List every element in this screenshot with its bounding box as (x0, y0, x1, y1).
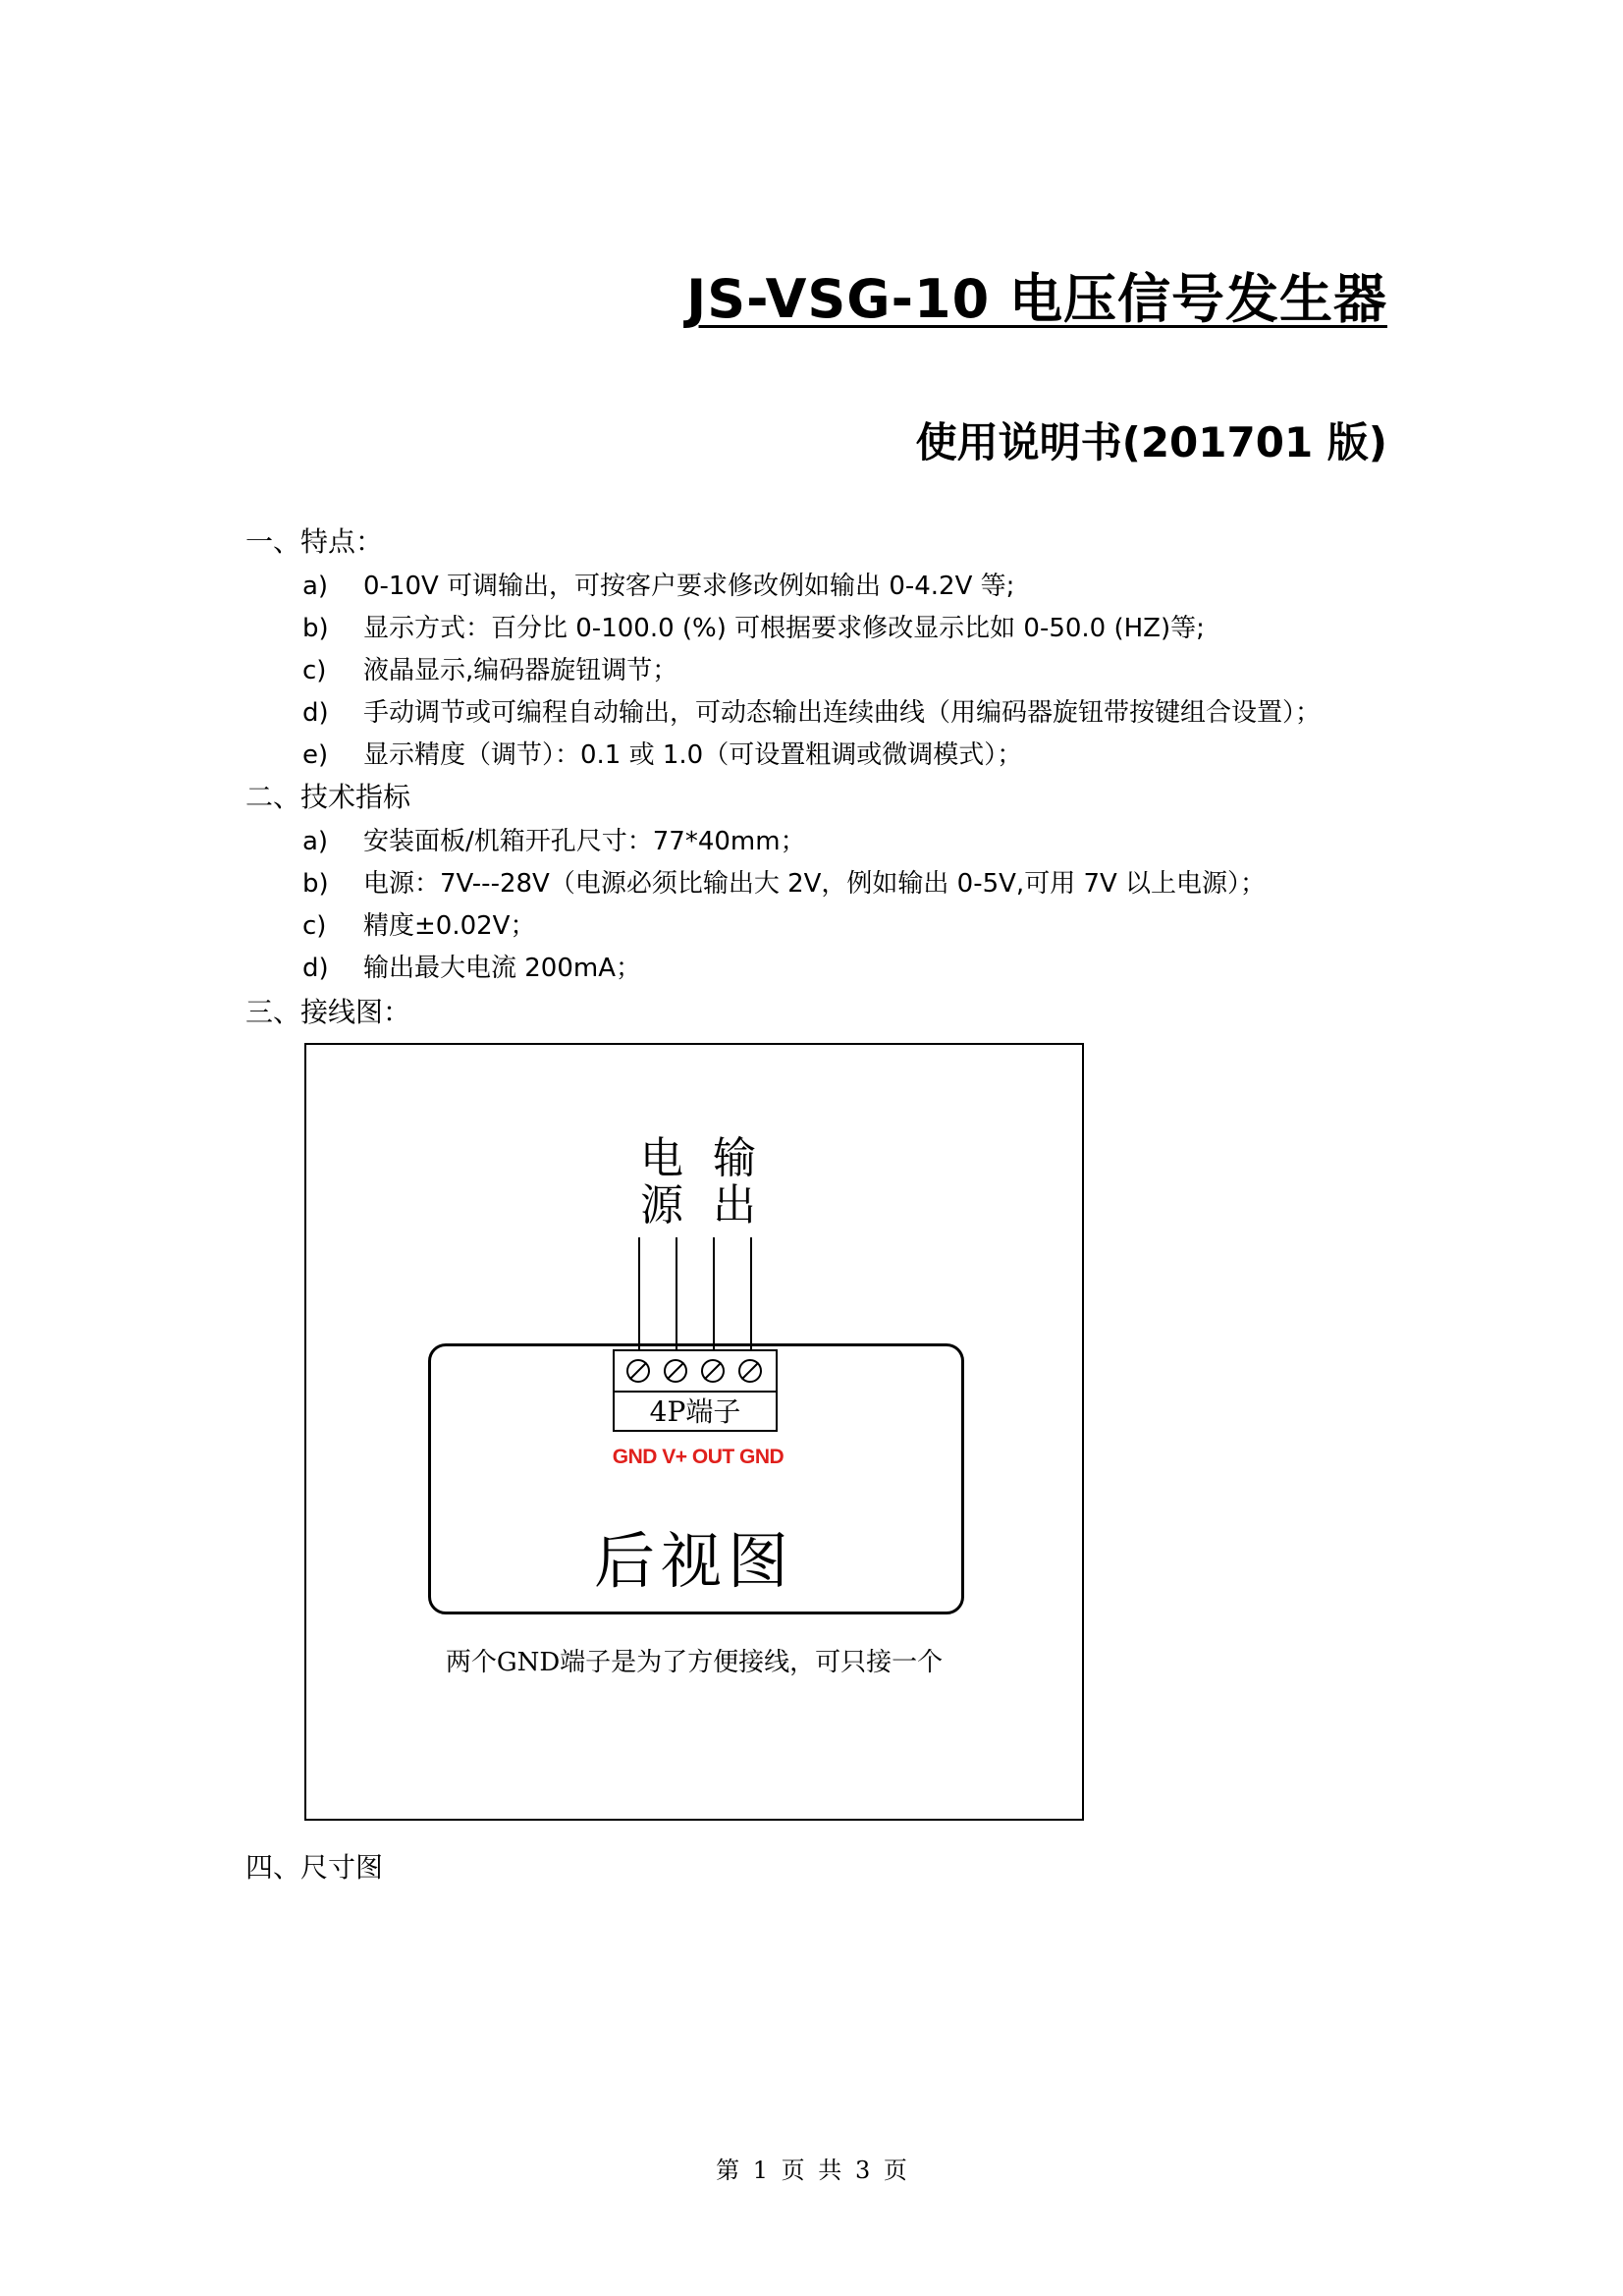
wiring-note: 两个GND端子是为了方便接线，可只接一个 (445, 1648, 944, 1677)
list-item (302, 821, 806, 857)
document-title: JS-VSG-10 电压信号发生器 (686, 268, 1387, 330)
item-label: b) (302, 614, 329, 643)
list-item (302, 692, 1321, 729)
section-heading-specs: 二、技术指标 (245, 781, 411, 813)
page-footer: 第 1 页 共 3 页 (716, 2157, 907, 2184)
screw-icon (701, 1359, 725, 1383)
output-label-bottom: 出 (713, 1180, 756, 1230)
section-heading-dimensions: 四、尺寸图 (245, 1851, 384, 1884)
item-label: d) (302, 698, 329, 728)
item-text: 0-10V 可调输出，可按客户要求修改例如输出 0-4.2V 等; (363, 572, 1015, 601)
pin-labels: GND V+ OUT GND (612, 1446, 784, 1468)
screw-icon (626, 1359, 650, 1383)
panel-title: 后视图 (593, 1525, 794, 1597)
list-item (302, 948, 641, 984)
item-text: 安装面板/机箱开孔尺寸：77*40mm； (363, 827, 806, 856)
screw-row (615, 1351, 776, 1393)
output-wire-out (713, 1237, 715, 1353)
list-item (302, 608, 1205, 644)
output-wire-gnd (750, 1237, 752, 1353)
item-label: a) (302, 572, 329, 601)
item-text: 手动调节或可编程自动输出，可动态输出连续曲线（用编码器旋钮带按键组合设置）； (363, 698, 1322, 728)
terminal-label: 4P端子 (649, 1395, 741, 1428)
item-label: b) (302, 869, 329, 899)
section-heading-wiring: 三、接线图： (245, 996, 411, 1028)
power-wire-vplus (676, 1237, 677, 1353)
item-label: c) (302, 911, 327, 941)
power-wire-gnd (638, 1237, 640, 1353)
item-text: 电源：7V---28V（电源必须比输出大 2V，例如输出 0-5V,可用 7V 以上电源）； (363, 869, 1267, 899)
output-label-top: 输 (713, 1133, 756, 1183)
item-text: 输出最大电流 200mA； (363, 954, 642, 983)
item-text: 显示精度（调节）：0.1 或 1.0（可设置粗调或微调模式）； (363, 740, 1023, 770)
screw-icon (738, 1359, 762, 1383)
document-subtitle: 使用说明书(201701 版) (915, 418, 1387, 466)
power-label-bottom: 源 (640, 1180, 683, 1230)
list-item (302, 735, 1022, 771)
list-item (302, 566, 1014, 602)
list-item (302, 905, 535, 942)
item-label: c) (302, 656, 327, 685)
item-label: a) (302, 827, 329, 856)
terminal-block (613, 1349, 778, 1432)
item-text: 液晶显示,编码器旋钮调节； (363, 656, 678, 685)
list-item (302, 863, 1266, 900)
item-text: 显示方式：百分比 0-100.0 (%) 可根据要求修改显示比如 0-50.0 (HZ)等; (363, 614, 1205, 643)
section-heading-features: 一、特点： (245, 525, 384, 558)
item-label: d) (302, 954, 329, 983)
screw-icon (664, 1359, 687, 1383)
list-item (302, 650, 677, 686)
item-text: 精度±0.02V； (363, 911, 536, 941)
item-label: e) (302, 740, 329, 770)
wiring-diagram (304, 1043, 1084, 1821)
power-label-top: 电 (640, 1133, 683, 1183)
